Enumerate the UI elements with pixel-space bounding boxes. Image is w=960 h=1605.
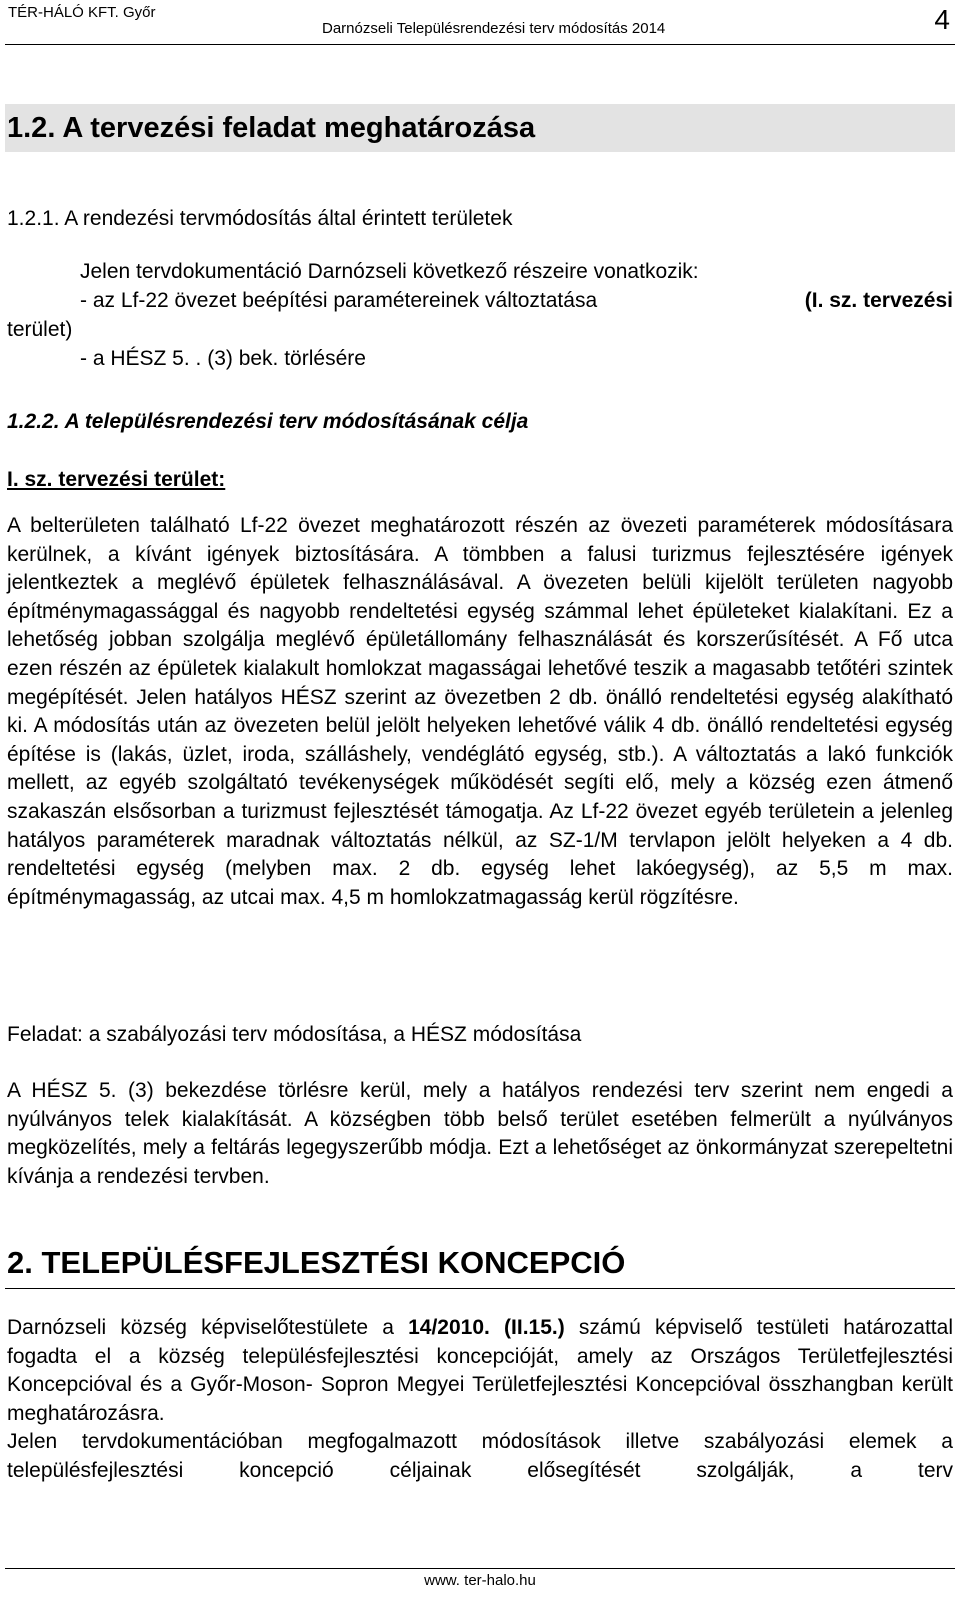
section-1-2-1-title: 1.2.1. A rendezési tervmódosítás által érintett területek (7, 207, 513, 230)
concept-text-a: Darnózseli község képviselőtestülete a (7, 1316, 409, 1339)
section-1-2-title: 1.2. A tervezési feladat meghatározása (5, 104, 955, 152)
intro-line: Jelen tervdokumentáció Darnózseli következő részeire vonatkozik: (80, 260, 699, 283)
paragraph-area-description: A belterületen található Lf-22 övezet meghatározott részén az övezeti paraméterek módosításara kerülnek, a kívánt igények biztosítására. A tömbben a falusi turizmus fejlesztésére igények jelentkeztek a meglévő épületek felhasználásával. A övezeten belüli kijelölt területen nagyobb építménymagassággal és nagyobb rendeltetési egység számmal lehet épületeket kialakítani. Ez a lehetőség jobban szolgálja meglévő épületállomány felhasználását és korszerűsítését. A Fő utca ezen részén az épületek kialakult homlokzat magasságai lehetővé teszik a magasabb tetőtéri szintek megépítését. Jelen hatályos HÉSZ szerint az övezetben 2 db. önálló rendeltetési egység alakítható ki. A módosítás után az övezeten belül jelölt helyeken lehetővé válik 4 db. önálló rendeltetési egység építése is (lakás, üzlet, iroda, szálláshely, vendéglátó egység, stb.). A változtatás a lakó funkciók mellett, az egyéb szolgáltató tevékenységek működését segíti elő, mely a község ezen átmenő szakaszán elsősorban a turizmust fejlesztését támogatja. Az Lf-22 övezet egyéb területein a jelenleg hatályos paraméterek maradnak változtatás nélkül, az SZ-1/M tervlapon jelölt helyeken a 4 db. rendeltetési egység (melyben max. 2 db. egység lehet lakóegység), az 5,5 m max. építménymagasság, az utcai max. 4,5 m homlokzatmagasság kerül rögzítésre. (7, 514, 953, 909)
page-number: 4 (934, 4, 950, 35)
area-title: I. sz. tervezési terület: (7, 468, 226, 491)
header-company: TÉR-HÁLÓ KFT. Győr (8, 4, 156, 21)
paragraph-hesz-deletion: A HÉSZ 5. (3) bekezdése törlésre kerül, mely a hatályos rendezési terv szerint nem engedi a nyúlványos telek kialakítását. A községben több belső terület esetében felmerült a nyúlványos megközelítés, mely a feltárás legegyszerűbb módja. Ezt a lehetőséget az önkormányzat szerepeltetni kívánja a rendezési tervben. (7, 1079, 953, 1188)
concept-text-c: számú képviselő testületi határozattal fogadta el a község településfejlesztési koncepcióját, amely az Országos Területfejlesztési Koncepcióval és a Győr-Moson- Sopron Megyei Területfejlesztési Koncepcióval összhangban került meghatározásra. (7, 1316, 953, 1425)
footer-url: www. ter-halo.hu (424, 1572, 536, 1589)
paragraph-concept (7, 1314, 953, 1434)
header-rule (5, 44, 955, 45)
resolution-number: 14/2010. (II.15.) (408, 1316, 565, 1339)
bullet-1-cont: terület) (7, 318, 73, 341)
section-2-title: 2. TELEPÜLÉSFEJLESZTÉSI KONCEPCIÓ (5, 1238, 955, 1289)
paragraph-current-plan: Jelen tervdokumentációban megfogalmazott módosítások illetve szabályozási elemek a településfejlesztési koncepció céljainak elősegítését szolgálják, a terv (7, 1430, 953, 1482)
header-doc-title: Darnózseli Településrendezési terv módosítás 2014 (322, 20, 666, 37)
footer-rule (5, 1568, 955, 1569)
section-1-2-2-title: 1.2.2. A településrendezési terv módosításának célja (7, 410, 529, 433)
task-line: Feladat: a szabályozási terv módosítása, a HÉSZ módosítása (7, 1023, 582, 1046)
bullet-1 (80, 286, 953, 315)
bullet-1-ref: (I. sz. tervezési (804, 289, 953, 312)
bullet-1-text: - az Lf-22 övezet beépítési paramétereinek változtatása (80, 289, 598, 312)
bullet-2: - a HÉSZ 5. . (3) bek. törlésére (80, 347, 366, 370)
